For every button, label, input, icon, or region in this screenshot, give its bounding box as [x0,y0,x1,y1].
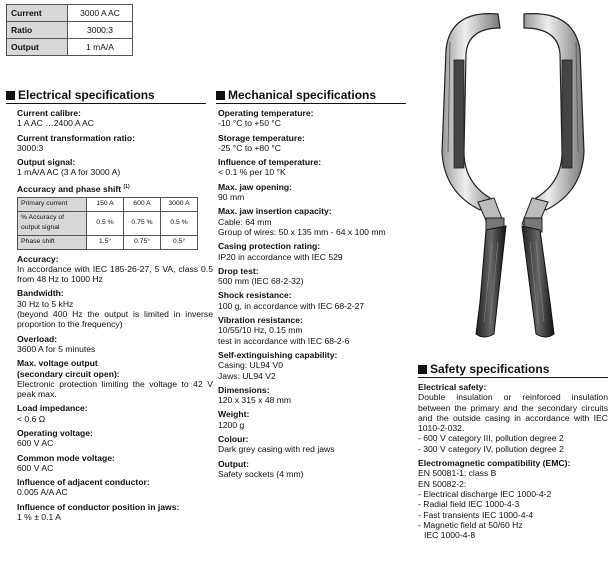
bandwidth-note: (beyond 400 Hz the output is limited in inverse proportion to the frequency) [17,309,213,330]
table-row [18,211,198,235]
emc-item: EN 50082-2: [418,478,467,489]
electrical-section-title: Electrical specifications [6,88,206,104]
casing-protection-heading: Casing protection rating: [218,241,321,252]
emc-item: IEC 1000-4-8 [424,530,476,541]
max-voltage-subheading: (secondary circuit open): [17,368,120,379]
table-cell: Phase shift [18,235,87,249]
drop-test-value: 500 mm (IEC 68-2-32) [218,276,304,287]
current-clamp-illustration [428,2,614,342]
transformation-ratio-value: 3000:3 [17,142,44,153]
temperature-influence-heading: Influence of temperature: [218,157,322,168]
table-cell: Primary current [18,197,87,211]
accuracy-value: In accordance with IEC 185-26-27, 5 VA, class 0.5 from 48 Hz to 1000 Hz [17,263,213,285]
table-row [7,5,133,22]
summary-label: Current [7,5,68,22]
category-iv: - 300 V category IV, pollution degree 2 [418,443,564,454]
clamp-jaw-left [442,14,500,210]
conductor-position-heading: Influence of conductor position in jaws: [17,501,180,512]
jaw-opening-heading: Max. jaw opening: [218,181,293,192]
table-cell: 0.5 % [161,211,198,235]
table-cell: 0.5° [161,235,198,249]
mechanical-section-title: Mechanical specifications [216,88,406,104]
clamp-jaw-right [524,14,584,210]
insertion-capacity-wires: Group of wires: 50 x 135 mm - 64 x 100 mm [218,226,386,237]
safety-section-title: Safety specifications [418,362,608,378]
common-mode-heading: Common mode voltage: [17,452,115,463]
category-iii: - 600 V category III, pollution degree 2 [418,433,564,444]
electrical-column [17,108,213,522]
clamp-pivot [478,198,548,232]
table-cell: 150 A [87,197,124,211]
accuracy-phase-heading: Accuracy and phase shift $^{(1)}$ [17,183,130,194]
transformation-ratio-heading: Current transformation ratio: [17,132,135,143]
operating-voltage-value: 600 V AC [17,438,54,449]
clamp-handle-left [476,226,506,337]
overload-value: 3600 A for 5 minutes [17,343,96,354]
emc-item: EN 50081-1: class B [418,468,497,479]
summary-value: 1 mA/A [68,39,133,56]
jaw-opening-value: 90 mm [218,192,245,203]
safety-column [418,382,608,540]
table-row [7,22,133,39]
colour-heading: Colour: [218,434,249,445]
output-heading: Output: [218,458,250,469]
dimensions-value: 120 x 315 x 48 mm [218,395,292,406]
bandwidth-heading: Bandwidth: [17,288,64,299]
current-calibre-heading: Current calibre: [17,108,81,118]
bandwidth-value: 30 Hz to 5 kHz [17,298,74,309]
self-extinguishing-jaws: Jaws: UL94 V2 [218,370,276,381]
clamp-handle-right [522,226,554,337]
table-row [18,235,198,249]
adjacent-conductor-heading: Influence of adjacent conductor: [17,477,150,488]
table-cell: 0.75° [124,235,161,249]
table-row [7,39,133,56]
conductor-position-value: 1 % ± 0.1 A [17,512,61,523]
table-cell: 3000 A [161,197,198,211]
summary-table [6,4,133,56]
summary-value: 3000:3 [68,22,133,39]
table-cell: 600 A [124,197,161,211]
output-signal-heading: Output signal: [17,157,76,168]
dimensions-heading: Dimensions: [218,384,270,395]
emc-item: - Radial field IEC 1000-4-3 [418,499,520,510]
insertion-capacity-cable: Cable: 64 mm [218,216,272,227]
section-bullet-icon [418,365,427,374]
self-extinguishing-casing: Casing: UL94 V0 [218,360,283,371]
summary-value: 3000 A AC [68,5,133,22]
operating-temperature-value: -10 °C to +50 °C [218,118,282,129]
storage-temperature-heading: Storage temperature: [218,132,305,143]
vibration-resistance-value: 10/55/10 Hz, 0.15 mm [218,325,303,336]
self-extinguishing-heading: Self-extinguishing capability: [218,349,338,360]
footnote-marker: (1) [123,183,130,190]
weight-value: 1200 g [218,419,245,430]
current-calibre-value: 1 A AC …2400 A AC [17,118,94,129]
emc-heading: Electromagnetic compatibility (EMC): [418,458,571,469]
vibration-resistance-test: test in accordance with IEC 68-2-6 [218,335,350,346]
emc-item: - Fast transients IEC 1000-4-4 [418,509,534,520]
colour-value: Dark grey casing with red jaws [218,444,335,455]
table-row [18,197,198,211]
weight-heading: Weight: [218,409,250,420]
operating-voltage-heading: Operating voltage: [17,427,93,438]
casing-protection-value: IP20 in accordance with IEC 529 [218,251,343,262]
electrical-safety-heading: Electrical safety: [418,382,487,392]
output-signal-value: 1 mA/A AC (3 A for 3000 A) [17,167,121,178]
max-voltage-value: Electronic protection limiting the voltage to 42 V peak max. [17,378,213,400]
table-cell: % Accuracy of output signal [18,211,87,235]
vibration-resistance-heading: Vibration resistance: [218,315,303,326]
emc-item: - Electrical discharge IEC 1000-4-2 [418,488,552,499]
adjacent-conductor-value: 0.005 A/A AC [17,487,68,498]
section-bullet-icon [6,91,15,100]
summary-label: Output [7,39,68,56]
insertion-capacity-heading: Max. jaw insertion capacity: [218,206,332,217]
shock-resistance-heading: Shock resistance: [218,290,292,301]
load-impedance-heading: Load impedance: [17,403,88,414]
drop-test-heading: Drop test: [218,265,259,276]
common-mode-value: 600 V AC [17,462,54,473]
storage-temperature-value: -25 °C to +80 °C [218,142,282,153]
temperature-influence-value: < 0.1 % per 10 °K [218,167,286,178]
electrical-safety-value: Double insulation or reinforced insulation between the primary and the secondary circuits and the outside casing in accordance with IEC 1010-2-032. [418,392,608,434]
operating-temperature-heading: Operating temperature: [218,108,314,118]
output-value: Safety sockets (4 mm) [218,468,304,479]
table-cell: 1.5° [87,235,124,249]
load-impedance-value: < 0.6 Ω [17,413,46,424]
table-cell: 0.5 % [87,211,124,235]
max-voltage-heading: Max. voltage output [17,358,98,369]
shock-resistance-value: 100 g, in accordance with IEC 68-2-27 [218,300,365,311]
table-cell: 0.75 % [124,211,161,235]
accuracy-heading: Accuracy: [17,253,59,264]
accuracy-table [17,197,198,250]
emc-item: - Magnetic field at 50/60 Hz [418,519,523,530]
overload-heading: Overload: [17,333,58,344]
section-bullet-icon [216,91,225,100]
mechanical-column [218,108,414,479]
summary-label: Ratio [7,22,68,39]
